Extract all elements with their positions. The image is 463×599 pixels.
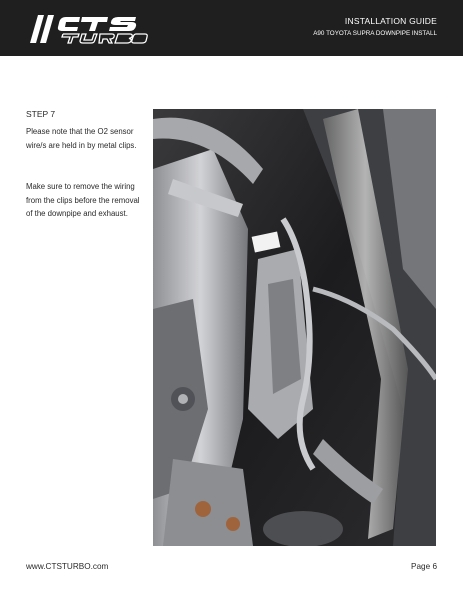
website-link[interactable]: www.CTSTURBO.com	[26, 562, 109, 571]
instruction-paragraph-2: Make sure to remove the wiring from the clips before the removal of the downpipe and exhaust.	[26, 182, 140, 219]
guide-subtitle: A90 TOYOTA SUPRA DOWNPIPE INSTALL	[313, 30, 437, 37]
step-label: STEP 7	[26, 109, 56, 119]
instruction-paragraph-1: Please note that the O2 sensor wire/s are held in by metal clips.	[26, 127, 137, 150]
page-header	[0, 0, 463, 56]
cts-turbo-logo	[26, 13, 150, 45]
engine-bay-photo	[153, 109, 436, 546]
page-number: Page 6	[411, 562, 437, 571]
guide-title: INSTALLATION GUIDE	[344, 16, 437, 26]
